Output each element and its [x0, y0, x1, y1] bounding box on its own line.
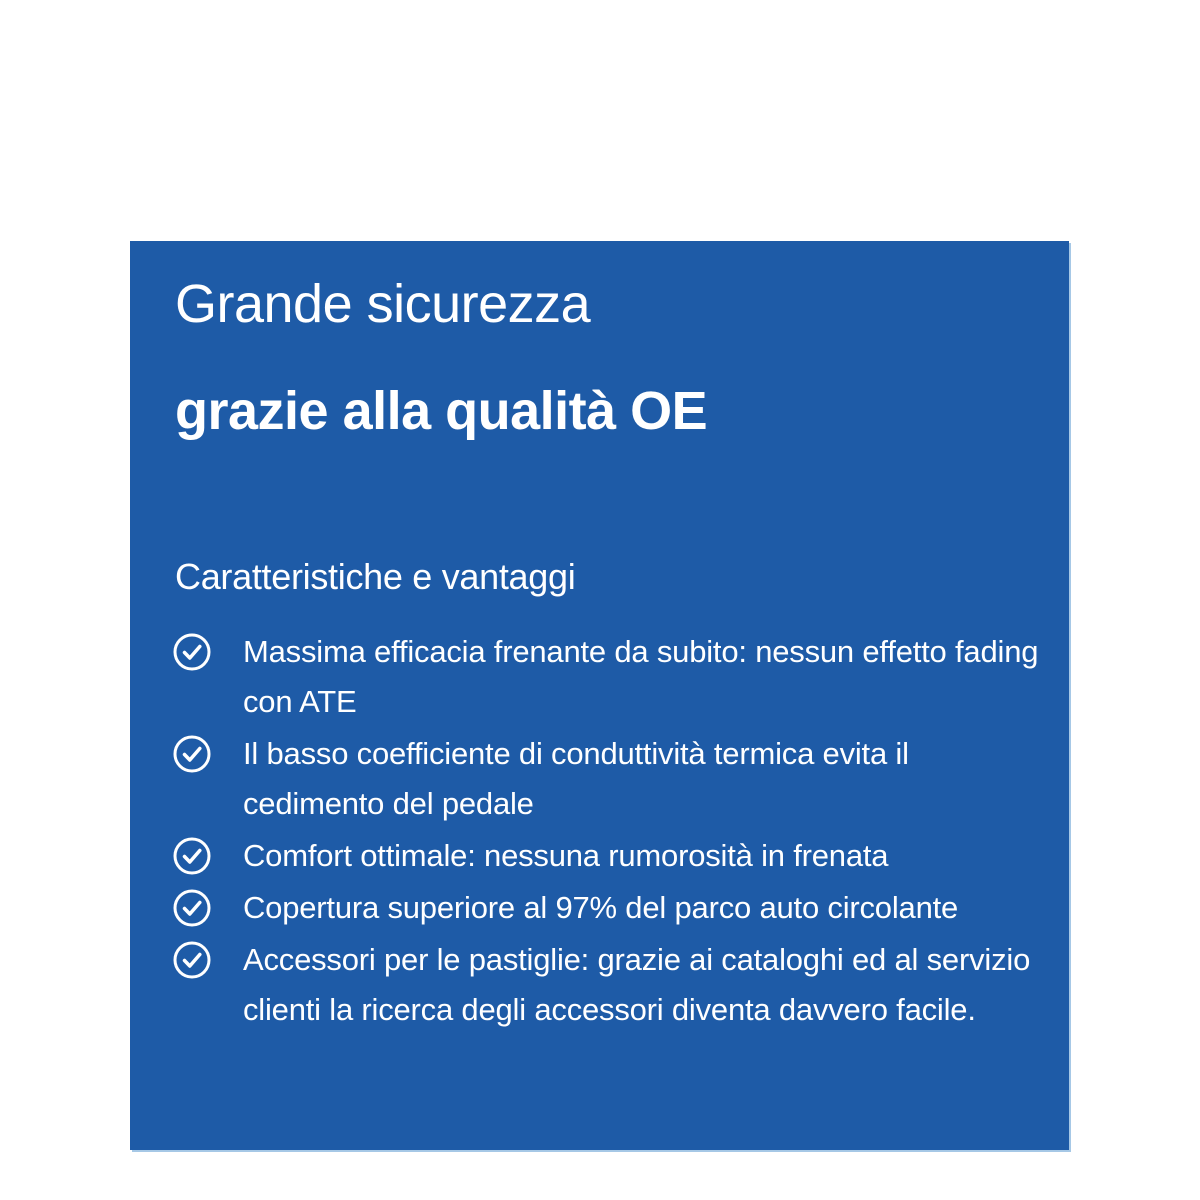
benefits-list	[172, 627, 1052, 1037]
panel-title-line1: Grande sicurezza	[175, 274, 591, 334]
check-circle-icon	[172, 940, 212, 980]
check-circle-icon	[172, 734, 212, 774]
benefit-item	[172, 831, 1052, 881]
benefit-text: Accessori per le pastiglie: grazie ai cataloghi ed al servizio clienti la ricerca degli accessori diventa davvero facile.	[243, 942, 1031, 1027]
benefit-item	[172, 729, 1052, 829]
benefit-item	[172, 935, 1052, 1035]
feature-panel	[130, 241, 1069, 1150]
benefit-text: Il basso coefficiente di conduttività termica evita il cedimento del pedale	[243, 736, 909, 821]
check-circle-icon	[172, 888, 212, 928]
benefit-text: Comfort ottimale: nessuna rumorosità in frenata	[243, 838, 889, 873]
panel-title-line2: grazie alla qualità OE	[175, 381, 708, 441]
benefit-item	[172, 883, 1052, 933]
section-title: Caratteristiche e vantaggi	[175, 556, 576, 597]
check-circle-icon	[172, 632, 212, 672]
check-circle-icon	[172, 836, 212, 876]
benefit-text: Copertura superiore al 97% del parco auto circolante	[243, 890, 959, 925]
benefit-text: Massima efficacia frenante da subito: nessun effetto fading con ATE	[243, 634, 1039, 719]
benefit-item	[172, 627, 1052, 727]
